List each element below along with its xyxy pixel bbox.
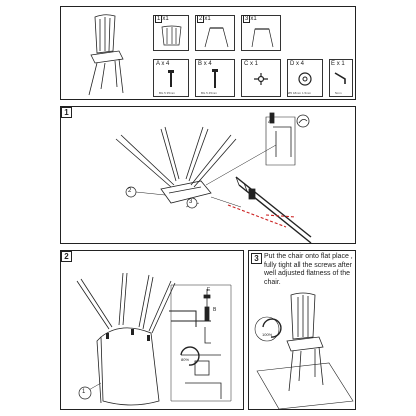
part-2-label: 2 x1	[199, 16, 211, 22]
step-1-callout-part-3: 3	[189, 199, 193, 205]
step-2-callout-e: E	[207, 287, 211, 293]
step-2-callout-part-1: 1	[82, 389, 86, 395]
step-2-panel	[60, 250, 244, 410]
part-3-label: 3 x1	[245, 16, 257, 22]
washer-d-icon	[298, 72, 312, 86]
parts-list-panel: 1 x1 2 x1 3 x1 A x 4 BG 5 35mm B x 4 BG 5 45mm C x 1 D x 4 Ø5 18mm 1.5mm E x 1 5mm	[60, 6, 356, 100]
step-1-number: 1	[61, 107, 72, 118]
step-1-callout-part-2: 2	[128, 188, 132, 194]
assembled-chair-illustration	[75, 11, 135, 97]
rear-legs-part-icon	[247, 25, 277, 49]
step-2-number: 2	[61, 251, 72, 262]
step-3-instruction-text: Put the chair onto flat place , fully tight all the screws after well adjusted flatness of the chair.	[264, 253, 353, 286]
screw-a-icon	[167, 70, 175, 88]
connector-c-icon	[252, 71, 270, 87]
front-legs-part-icon	[201, 25, 231, 49]
step-1-panel	[60, 106, 356, 244]
step-2-upside-down-chair-illustration	[61, 251, 245, 411]
step-2-callout-b: B	[213, 307, 217, 313]
step-3-panel	[248, 250, 356, 410]
part-1-label: 1 x1	[157, 16, 169, 22]
step-3-callout-100-percent: 100%	[262, 332, 273, 337]
screw-b-icon	[211, 69, 219, 89]
step-2-callout-80-percent: 80%	[181, 357, 190, 362]
step-1-legs-illustration	[61, 107, 357, 245]
step-1-screw-label-a: A	[268, 119, 271, 124]
step-3-number: 3	[251, 253, 262, 264]
seat-back-part-icon	[159, 25, 185, 47]
allen-key-e-icon	[333, 71, 349, 85]
